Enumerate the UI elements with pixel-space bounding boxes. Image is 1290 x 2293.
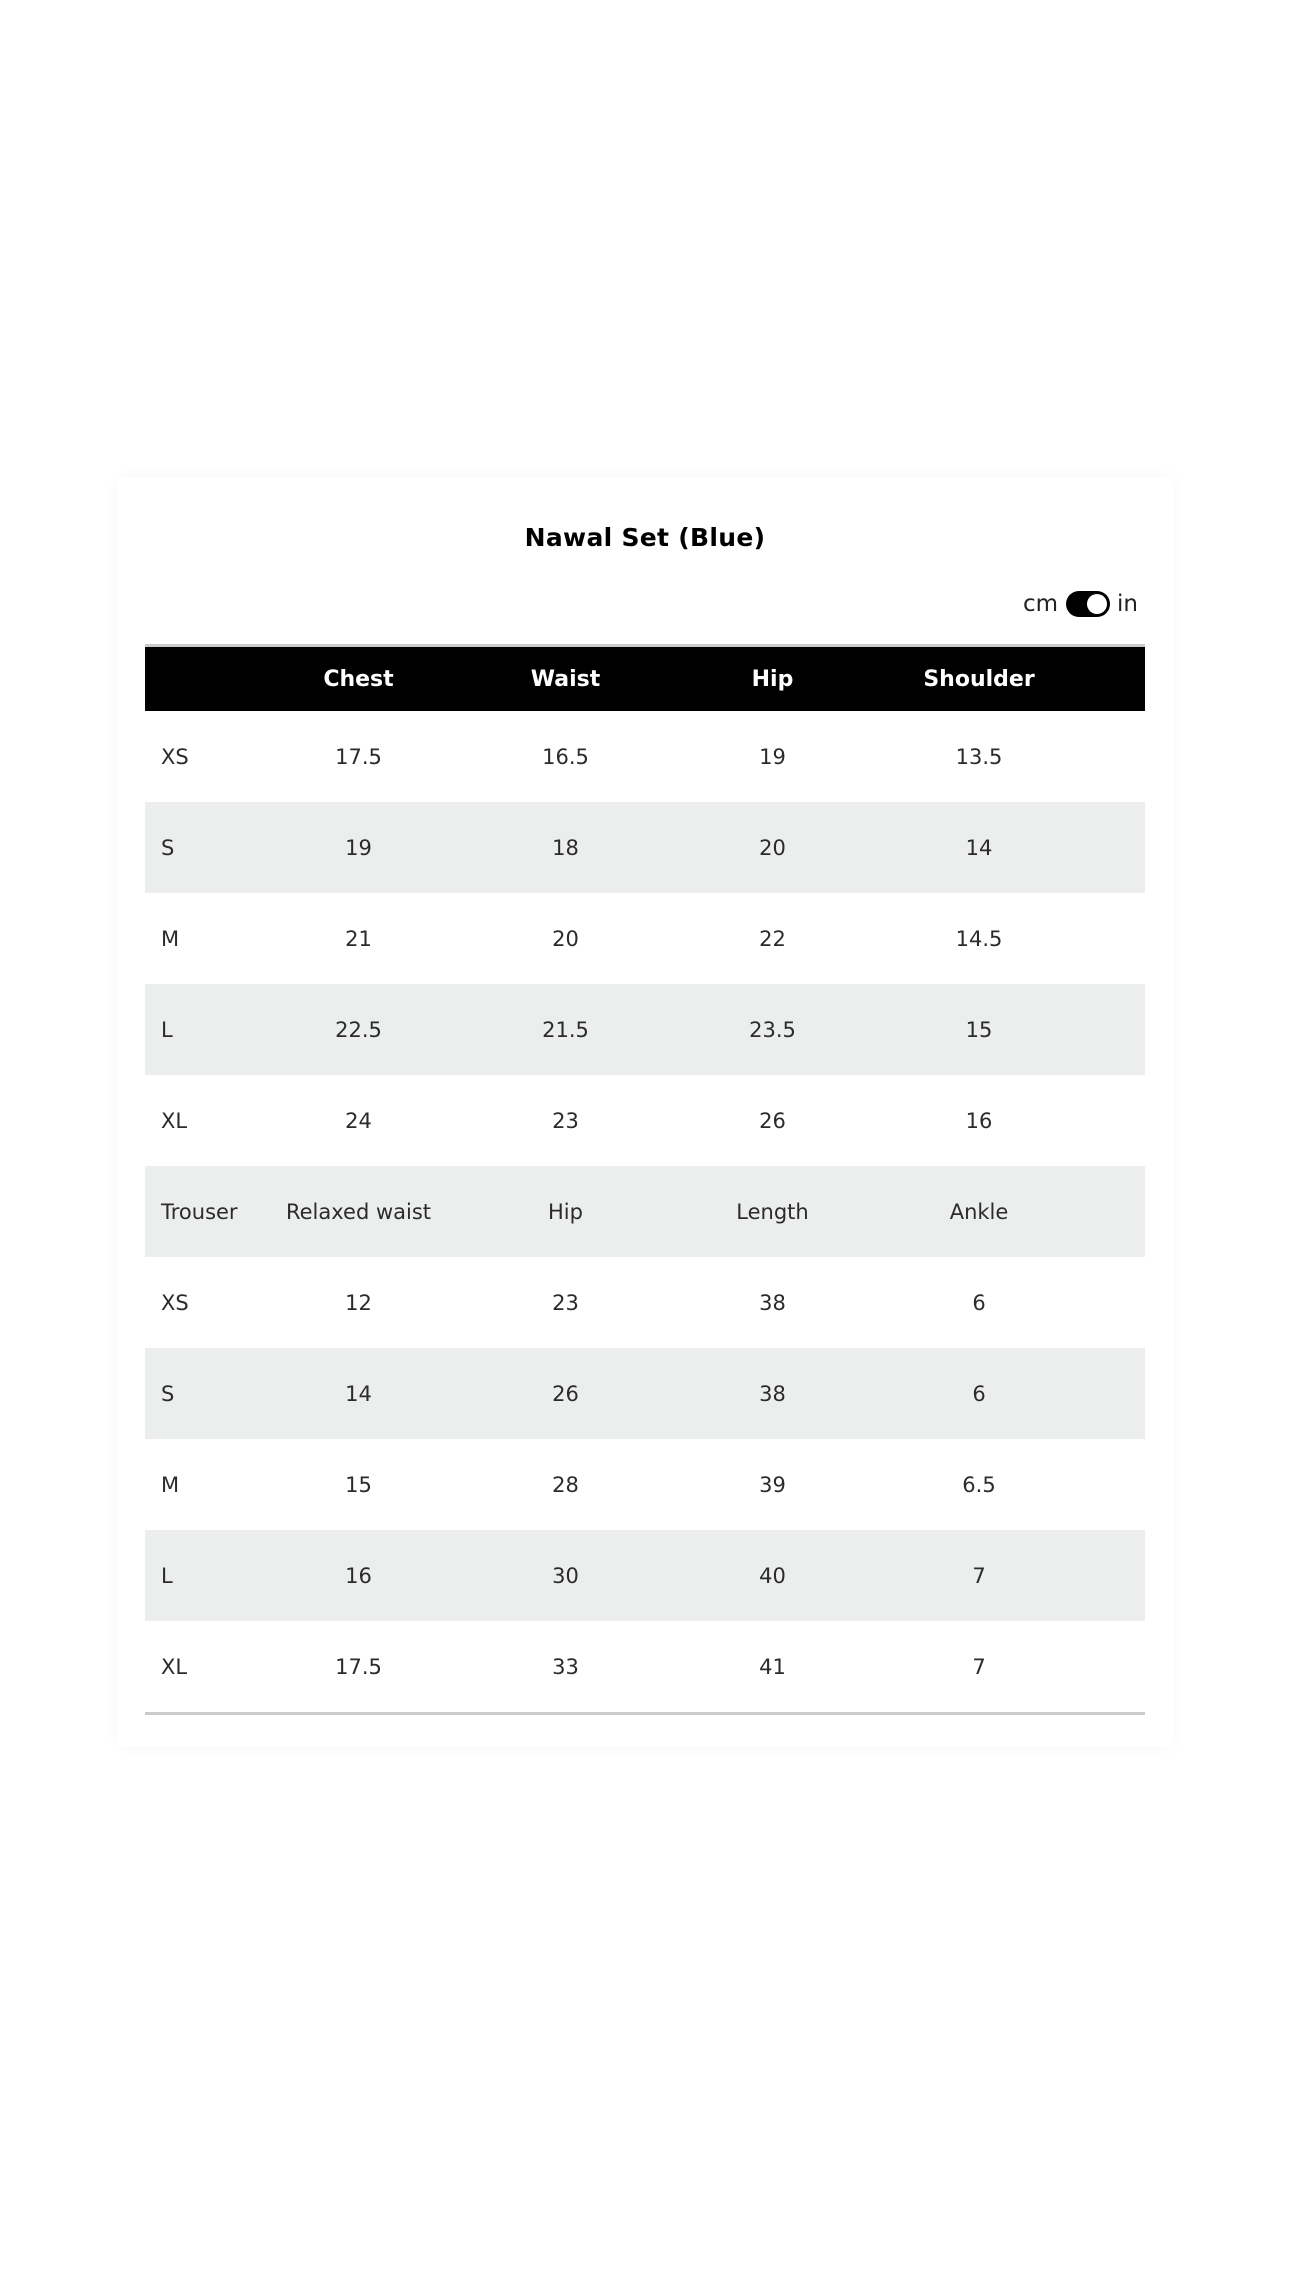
table-cell: 16 (965, 1108, 993, 1133)
table-row (145, 984, 1145, 1075)
table-row (145, 802, 1145, 893)
table-row (145, 1075, 1145, 1166)
size-chart-table (145, 647, 1145, 1712)
header-cell-spacer (1082, 647, 1145, 711)
table-cell: 26 (552, 1381, 579, 1406)
table-cell-size: L (161, 1563, 173, 1588)
header-cell-hip: Hip (751, 666, 794, 692)
table-cell-spacer (1082, 984, 1145, 1075)
table-cell: 20 (552, 926, 579, 951)
table-cell: 15 (345, 1472, 372, 1497)
table-cell: 17.5 (335, 1654, 382, 1679)
table-cell-spacer (1082, 1075, 1145, 1166)
table-cell: 12 (345, 1290, 372, 1315)
table-cell: 26 (759, 1108, 786, 1133)
table-cell: 18 (552, 835, 579, 860)
table-cell: 33 (552, 1654, 579, 1679)
table-row (145, 1348, 1145, 1439)
table-cell: 16 (345, 1563, 372, 1588)
table-cell: 13.5 (955, 744, 1003, 769)
table-cell-size: M (161, 1472, 180, 1497)
table-cell: 21.5 (542, 1017, 589, 1042)
unit-toggle (1023, 591, 1138, 617)
table-cell: 14 (345, 1381, 372, 1406)
table-cell-size: XS (161, 1290, 189, 1315)
table-cell: 17.5 (335, 744, 382, 769)
table-cell-size: XL (161, 1108, 188, 1133)
table-cell: 28 (552, 1472, 579, 1497)
table-row (145, 1439, 1145, 1530)
table-cell: 19 (345, 835, 372, 860)
table-cell-spacer (1082, 1166, 1145, 1257)
table-cell-size: Trouser (161, 1199, 238, 1224)
table-cell: 39 (759, 1472, 786, 1497)
table-row (145, 1621, 1145, 1712)
table-cell: 38 (759, 1381, 786, 1406)
unit-label-in[interactable]: in (1117, 591, 1138, 617)
table-cell: Ankle (949, 1199, 1009, 1224)
unit-switch-knob (1087, 594, 1107, 614)
table-cell: 40 (759, 1563, 786, 1588)
header-cell-waist: Waist (530, 666, 601, 692)
table-cell-spacer (1082, 1439, 1145, 1530)
table-cell-spacer (1082, 1257, 1145, 1348)
header-cell-chest: Chest (323, 666, 394, 692)
table-cell: 22 (759, 926, 786, 951)
table-cell: 21 (345, 926, 372, 951)
table-cell-size: S (161, 1381, 175, 1406)
size-chart-table-wrapper (145, 644, 1145, 1715)
table-cell: 23 (552, 1290, 579, 1315)
table-cell: 7 (972, 1563, 986, 1588)
table-cell-spacer (1082, 711, 1145, 802)
table-cell: 30 (552, 1563, 579, 1588)
table-cell-size: L (161, 1017, 173, 1042)
table-header-row (145, 647, 1145, 711)
table-cell-spacer (1082, 1530, 1145, 1621)
table-cell: 16.5 (542, 744, 589, 769)
table-cell-size: M (161, 926, 180, 951)
table-cell: 20 (759, 835, 786, 860)
table-cell-spacer (1082, 1348, 1145, 1439)
table-row-trouser-header (145, 1166, 1145, 1257)
unit-switch[interactable] (1066, 591, 1110, 617)
table-cell: 6 (972, 1290, 986, 1315)
header-cell-size (145, 647, 255, 711)
table-cell: Hip (548, 1199, 583, 1224)
table-cell-size: XS (161, 744, 189, 769)
table-cell: Length (736, 1199, 809, 1224)
table-cell: 7 (972, 1654, 986, 1679)
table-cell-spacer (1082, 802, 1145, 893)
table-cell: 38 (759, 1290, 786, 1315)
unit-label-cm[interactable]: cm (1022, 591, 1059, 617)
table-cell: 23 (552, 1108, 579, 1133)
table-row (145, 1530, 1145, 1621)
table-cell: 19 (759, 744, 786, 769)
table-cell: 24 (345, 1108, 372, 1133)
table-cell: 14.5 (955, 926, 1003, 951)
table-row (145, 1257, 1145, 1348)
header-cell-shoulder: Shoulder (923, 666, 1035, 692)
table-cell-spacer (1082, 893, 1145, 984)
table-cell: Relaxed waist (285, 1199, 432, 1224)
table-cell: 41 (759, 1654, 786, 1679)
table-cell: 23.5 (749, 1017, 796, 1042)
table-cell-size: XL (161, 1654, 188, 1679)
page-title: Nawal Set (Blue) (524, 523, 766, 552)
table-cell: 6.5 (962, 1472, 996, 1497)
table-cell-spacer (1082, 1621, 1145, 1712)
table-cell: 6 (972, 1381, 986, 1406)
table-cell: 14 (965, 835, 993, 860)
table-row (145, 711, 1145, 802)
table-cell-size: S (161, 835, 175, 860)
table-row (145, 893, 1145, 984)
table-cell: 15 (965, 1017, 993, 1042)
table-cell: 22.5 (335, 1017, 382, 1042)
